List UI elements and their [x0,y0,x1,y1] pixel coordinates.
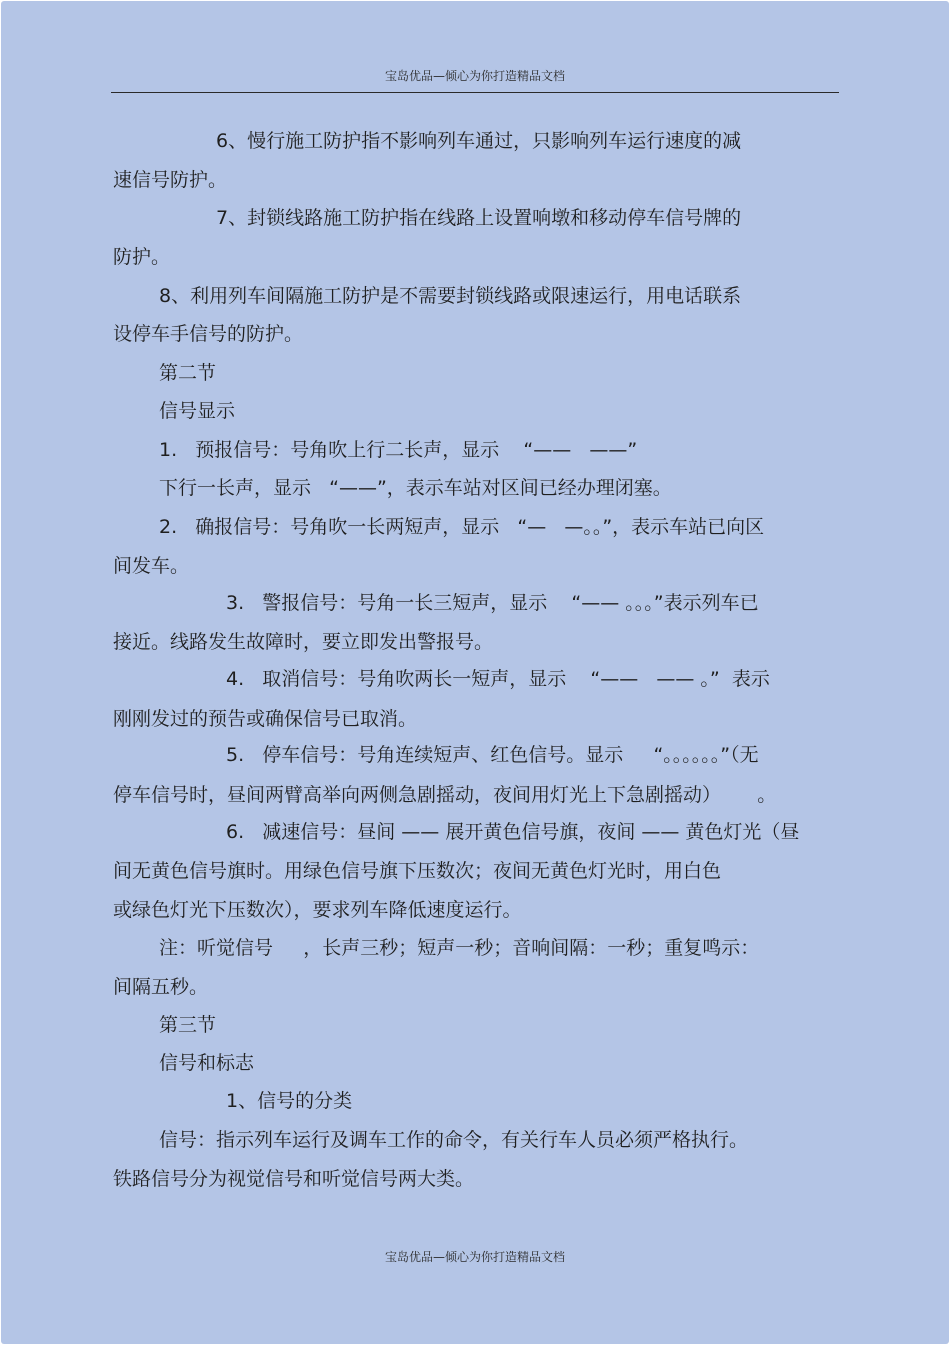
section-subheading: 信号和标志 [159,1052,255,1074]
text-line: 设停车手信号的防护。 [113,323,304,345]
header-divider [111,92,839,93]
section-heading: 第三节 [159,1014,217,1036]
document-page [1,1,949,1344]
text-line: 6、慢行施工防护指不影响列车通过，只影响列车运行速度的减 [216,130,742,152]
text-line: 4. 取消信号：号角吹两长一短声，显示 “—— —— 。” 表示 [226,668,770,690]
text-line: 刚刚发过的预告或确保信号已取消。 [113,708,418,730]
text-line: 停车信号时，昼间两臂高举向两侧急剧摇动，夜间用灯光上下急剧摇动） 。 [113,784,777,806]
text-line: 信号：指示列车运行及调车工作的命令，有关行车人员必须严格执行。 [159,1129,749,1151]
page-footer: 宝岛优品—倾心为你打造精品文档 [384,1250,565,1264]
text-line: 7、封锁线路施工防护指在线路上设置响墩和移动停车信号牌的 [216,207,742,229]
text-line: 3. 警报信号：号角一长三短声，显示 “—— 。。。”表示列车已 [226,592,759,614]
text-line: 下行一长声，显示 “——”，表示车站对区间已经办理闭塞。 [159,477,672,499]
section-heading: 第二节 [159,362,217,384]
text-line: 速信号防护。 [113,169,228,191]
text-line: 或绿色灯光下压数次），要求列车降低速度运行。 [113,899,522,921]
list-heading: 1、信号的分类 [226,1090,353,1112]
text-line: 5. 停车信号：号角连续短声、红色信号。显示 “。。。。。。”（无 [226,744,759,766]
text-line: 防护。 [113,246,171,268]
text-line: 6. 减速信号：昼间 —— 展开黄色信号旗，夜间 —— 黄色灯光（昼 [226,821,800,843]
text-line: 接近。线路发生故障时，要立即发出警报号。 [113,631,494,653]
text-line: 间无黄色信号旗时。用绿色信号旗下压数次；夜间无黄色灯光时，用白色 [113,860,722,882]
note-line: 注：听觉信号 ，长声三秒；短声一秒；音响间隔：一秒；重复鸣示： [159,937,760,959]
text-line: 8、利用列车间隔施工防护是不需要封锁线路或限速运行，用电话联系 [159,285,742,307]
text-line: 铁路信号分为视觉信号和听觉信号两大类。 [113,1168,475,1190]
text-line: 间隔五秒。 [113,976,209,998]
page-header: 宝岛优品—倾心为你打造精品文档 [384,69,565,83]
text-line: 1. 预报信号：号角吹上行二长声，显示 “—— ——” [159,439,638,461]
text-line: 间发车。 [113,555,190,577]
text-line: 2. 确报信号：号角吹一长两短声，显示 “— —。。”，表示车站已向区 [159,516,765,538]
section-subheading: 信号显示 [159,400,236,422]
